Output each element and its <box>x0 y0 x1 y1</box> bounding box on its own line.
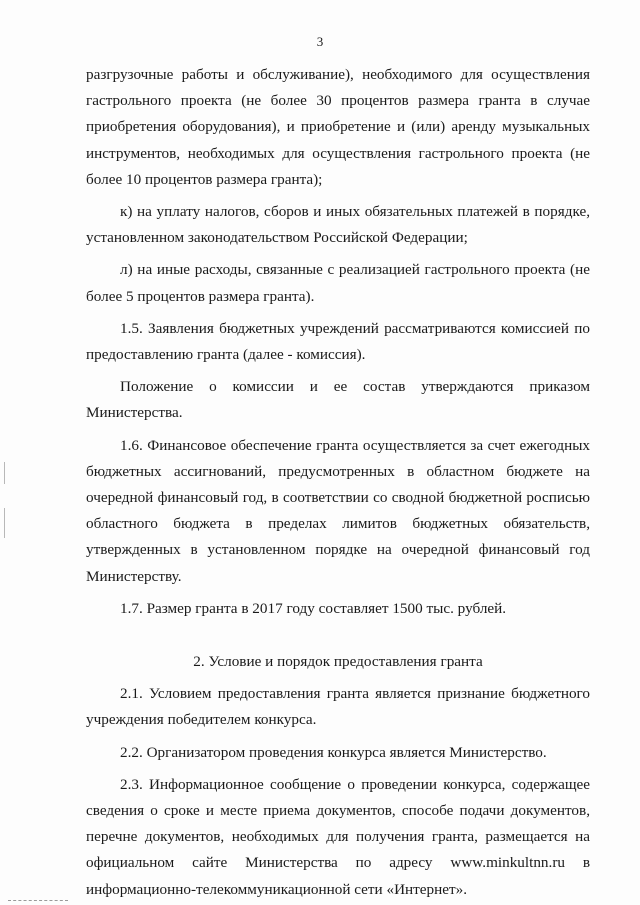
paragraph-1-7: 1.7. Размер гранта в 2017 году составляет 1500 тыс. рублей. <box>120 599 507 617</box>
paragraph-commission-ministry: Министерства. <box>86 404 183 422</box>
paragraph-1-6: 1.6. Финансовое обеспечение гранта осуществляется за счет ежегодных бюджетных ассигнований, предусмотренных в областном бюджете на очередной финансовый год, в соответствии со сводной бюджетной росписью областного бюджета в пределах лимитов бюджетных обязательств, утвержденных в установленном порядке на очередной финансовый год Министерству. <box>86 436 590 585</box>
scan-artifact-edge <box>8 900 68 901</box>
paragraph-item-l: л) на иные расходы, связанные с реализацией гастрольного проекта (не более 5 процентов размера гранта). <box>86 261 590 305</box>
page-number: 3 <box>316 34 324 49</box>
section-heading-2: 2. Условие и порядок предоставления гранта <box>193 653 483 671</box>
scan-artifact-mark <box>4 462 5 484</box>
paragraph-2-3: 2.3. Информационное сообщение о проведении конкурса, содержащее сведения о сроке и месте приема документов, способе подачи документов, перечне документов, необходимых для получения гранта, размещается на официальном сайте Министерства по адресу www.minkultnn.ru в информационно-телекоммуникационной сети «Интернет». <box>86 775 590 898</box>
paragraph-2-1: 2.1. Условием предоставления гранта является признание бюджетного учреждения победителем конкурса. <box>86 685 590 729</box>
document-body <box>86 62 590 903</box>
paragraph-equipment-costs: разгрузочные работы и обслуживание), необходимого для осуществления гастрольного проекта (не более 30 процентов размера гранта в случае приобретения оборудования), и приобретение и (или) аренду музыкальных инструментов, необходимых для осуществления гастрольного проекта (не более 10 процентов размера гранта); <box>86 66 590 188</box>
paragraph-commission-line: Положение о комиссии и ее состав утверждаются приказом <box>120 378 590 396</box>
scan-artifact-mark <box>4 508 5 538</box>
paragraph-2-2: 2.2. Организатором проведения конкурса является Министерство. <box>120 743 547 761</box>
paragraph-1-5: 1.5. Заявления бюджетных учреждений рассматриваются комиссией по предоставлению гранта (далее - комиссия). <box>86 319 590 364</box>
paragraph-item-k: к) на уплату налогов, сборов и иных обязательных платежей в порядке, установленном законодательством Российской Федерации; <box>86 203 590 247</box>
